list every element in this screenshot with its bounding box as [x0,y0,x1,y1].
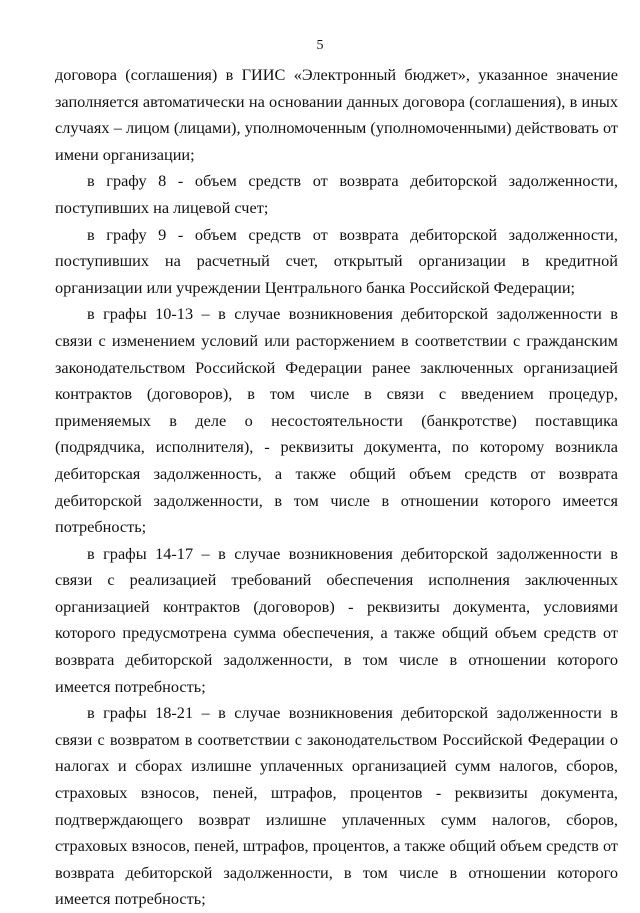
paragraph-columns-18-21: в графы 18-21 – в случае возникновения дебиторской задолженности в связи с возвратом в соответствии с законодательством Российской Федерации о налогах и сборах излишне уплаченных организацией сумм налогов, сборов, страховых взносов, пеней, штрафов, процентов - реквизиты документа, подтверждающего возврат излишне уплаченных сумм налогов, сборов, страховых взносов, пеней, штрафов, процентов, а также общий объем средств от возврата дебиторской задолженности, в том числе в отношении которого имеется потребность; [55,703,618,909]
paragraph-columns-10-13: в графы 10-13 – в случае возникновения дебиторской задолженности в связи с изменением условий или расторжением в соответствии с гражданским законодательством Российской Федерации ранее заключенных организацией контрактов (договоров), в том числе в связи с введением процедур, применяемых в деле о несостоятельности (банкротстве) поставщика (подрядчика, исполнителя), - реквизиты документа, по которому возникла дебиторская задолженность, а также общий объем средств от возврата дебиторской задолженности, в том числе в отношении которого имеется потребность; [55,304,618,537]
paragraph-continuation: договора (соглашения) в ГИИС «Электронный бюджет», указанное значение заполняется автоматически на основании данных договора (соглашения), в иных случаях – лицом (лицами), уполномоченным (уполномоченными) действовать от имени организации; [55,65,618,164]
paragraph-columns-14-17: в графы 14-17 – в случае возникновения дебиторской задолженности в связи с реализацией требований обеспечения исполнения заключенных организацией контрактов (договоров) - реквизиты документа, условиями которого предусмотрена сумма обеспечения, а также общий объем средств от возврата дебиторской задолженности, в том числе в отношении которого имеется потребность; [55,543,618,696]
paragraph-column-9: в графу 9 - объем средств от возврата дебиторской задолженности, поступивших на расчетный счет, открытый организации в кредитной организации или учреждении Центрального банка Российской Федерации; [55,224,618,297]
paragraph-column-8: в графу 8 - объем средств от возврата дебиторской задолженности, поступивших на лицевой счет; [55,171,618,217]
document-body [55,62,618,913]
page-number: 5 [316,38,324,53]
